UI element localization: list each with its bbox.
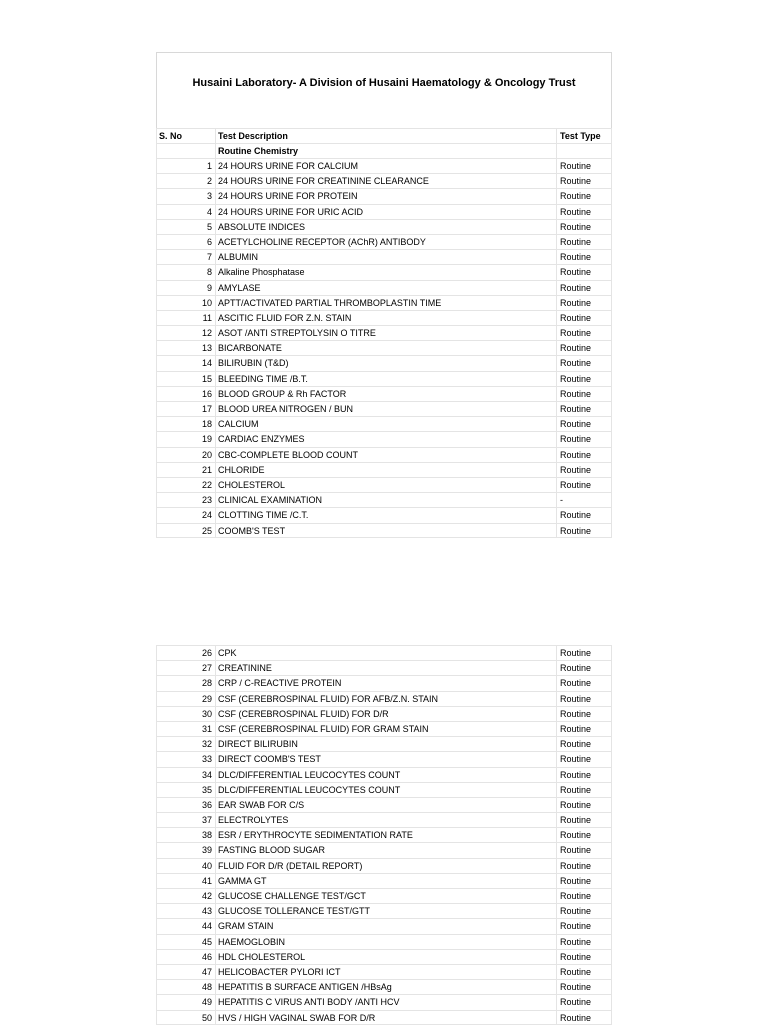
table-row bbox=[156, 1010, 612, 1025]
sno-cell: 50 bbox=[156, 1011, 215, 1024]
sno-cell: 13 bbox=[156, 341, 215, 355]
rows-page-2 bbox=[156, 645, 612, 1025]
sno-cell: 43 bbox=[156, 904, 215, 918]
type-cell: Routine bbox=[556, 387, 612, 401]
type-cell: Routine bbox=[556, 768, 612, 782]
table-row bbox=[156, 827, 612, 842]
type-cell: Routine bbox=[556, 692, 612, 706]
sno-cell: 14 bbox=[156, 356, 215, 370]
type-cell: Routine bbox=[556, 508, 612, 522]
sno-cell: 30 bbox=[156, 707, 215, 721]
description-cell: BLOOD GROUP & Rh FACTOR bbox=[215, 387, 556, 401]
type-cell: Routine bbox=[556, 326, 612, 340]
table-row bbox=[156, 964, 612, 979]
description-cell: ASOT /ANTI STREPTOLYSIN O TITRE bbox=[215, 326, 556, 340]
section-label: Routine Chemistry bbox=[215, 144, 556, 158]
description-cell: 24 HOURS URINE FOR PROTEIN bbox=[215, 189, 556, 203]
type-cell: Routine bbox=[556, 722, 612, 736]
type-cell: Routine bbox=[556, 235, 612, 249]
type-cell: Routine bbox=[556, 417, 612, 431]
sno-cell: 23 bbox=[156, 493, 215, 507]
type-cell: Routine bbox=[556, 296, 612, 310]
type-cell: Routine bbox=[556, 737, 612, 751]
type-cell: Routine bbox=[556, 707, 612, 721]
sno-cell: 9 bbox=[156, 281, 215, 295]
type-cell: Routine bbox=[556, 432, 612, 446]
description-cell: GAMMA GT bbox=[215, 874, 556, 888]
description-cell: BICARBONATE bbox=[215, 341, 556, 355]
table-row bbox=[156, 873, 612, 888]
table-row bbox=[156, 812, 612, 827]
type-cell: Routine bbox=[556, 783, 612, 797]
sno-cell: 34 bbox=[156, 768, 215, 782]
table-row bbox=[156, 918, 612, 933]
description-cell: DLC/DIFFERENTIAL LEUCOCYTES COUNT bbox=[215, 768, 556, 782]
test-table-page-2 bbox=[156, 645, 612, 1025]
description-cell: HAEMOGLOBIN bbox=[215, 935, 556, 949]
type-cell: Routine bbox=[556, 189, 612, 203]
description-cell: APTT/ACTIVATED PARTIAL THROMBOPLASTIN TIME bbox=[215, 296, 556, 310]
type-cell: Routine bbox=[556, 311, 612, 325]
sno-cell: 42 bbox=[156, 889, 215, 903]
description-cell: BLEEDING TIME /B.T. bbox=[215, 372, 556, 386]
description-cell: DLC/DIFFERENTIAL LEUCOCYTES COUNT bbox=[215, 783, 556, 797]
description-cell: CREATININE bbox=[215, 661, 556, 675]
description-cell: ESR / ERYTHROCYTE SEDIMENTATION RATE bbox=[215, 828, 556, 842]
description-cell: CSF (CEREBROSPINAL FLUID) FOR AFB/Z.N. STAIN bbox=[215, 692, 556, 706]
type-cell: Routine bbox=[556, 463, 612, 477]
sno-cell: 36 bbox=[156, 798, 215, 812]
sno-cell: 37 bbox=[156, 813, 215, 827]
description-cell: COOMB'S TEST bbox=[215, 524, 556, 537]
type-cell: Routine bbox=[556, 646, 612, 660]
sno-cell: 12 bbox=[156, 326, 215, 340]
type-cell: Routine bbox=[556, 159, 612, 173]
table-row bbox=[156, 249, 612, 264]
type-cell: Routine bbox=[556, 965, 612, 979]
type-cell: Routine bbox=[556, 524, 612, 537]
table-body-1 bbox=[156, 128, 612, 538]
sno-cell: 32 bbox=[156, 737, 215, 751]
type-cell: Routine bbox=[556, 813, 612, 827]
table-row bbox=[156, 234, 612, 249]
type-cell: Routine bbox=[556, 250, 612, 264]
type-cell: Routine bbox=[556, 828, 612, 842]
type-cell: Routine bbox=[556, 265, 612, 279]
table-row bbox=[156, 934, 612, 949]
type-cell: Routine bbox=[556, 448, 612, 462]
sno-cell: 49 bbox=[156, 995, 215, 1009]
description-cell: CBC-COMPLETE BLOOD COUNT bbox=[215, 448, 556, 462]
sno-cell: 46 bbox=[156, 950, 215, 964]
sno-cell: 38 bbox=[156, 828, 215, 842]
sno-cell: 20 bbox=[156, 448, 215, 462]
description-cell: 24 HOURS URINE FOR CREATININE CLEARANCE bbox=[215, 174, 556, 188]
table-row bbox=[156, 721, 612, 736]
table-row bbox=[156, 431, 612, 446]
description-cell: CALCIUM bbox=[215, 417, 556, 431]
table-row bbox=[156, 797, 612, 812]
sno-cell: 48 bbox=[156, 980, 215, 994]
description-cell: FLUID FOR D/R (DETAIL REPORT) bbox=[215, 859, 556, 873]
type-cell: Routine bbox=[556, 341, 612, 355]
description-cell: CLINICAL EXAMINATION bbox=[215, 493, 556, 507]
table-row bbox=[156, 706, 612, 721]
type-cell: Routine bbox=[556, 281, 612, 295]
description-cell: CHLORIDE bbox=[215, 463, 556, 477]
type-cell: Routine bbox=[556, 1011, 612, 1024]
sno-cell: 16 bbox=[156, 387, 215, 401]
table-row bbox=[156, 158, 612, 173]
table-row bbox=[156, 858, 612, 873]
type-cell: Routine bbox=[556, 995, 612, 1009]
description-cell: 24 HOURS URINE FOR URIC ACID bbox=[215, 205, 556, 219]
description-cell: HVS / HIGH VAGINAL SWAB FOR D/R bbox=[215, 1011, 556, 1024]
document-title: Husaini Laboratory- A Division of Husaini Haematology & Oncology Trust bbox=[156, 52, 612, 113]
spacer-row bbox=[156, 113, 612, 128]
table-row bbox=[156, 645, 612, 660]
table-row bbox=[156, 523, 612, 538]
table-row bbox=[156, 660, 612, 675]
sno-cell: 44 bbox=[156, 919, 215, 933]
sno-cell: 15 bbox=[156, 372, 215, 386]
table-row bbox=[156, 280, 612, 295]
sno-cell: 28 bbox=[156, 676, 215, 690]
type-cell: Routine bbox=[556, 935, 612, 949]
sno-cell: 10 bbox=[156, 296, 215, 310]
sno-cell: 6 bbox=[156, 235, 215, 249]
table-row bbox=[156, 736, 612, 751]
table-row bbox=[156, 173, 612, 188]
table-row bbox=[156, 842, 612, 857]
sno-cell: 47 bbox=[156, 965, 215, 979]
table-row bbox=[156, 477, 612, 492]
description-cell: CSF (CEREBROSPINAL FLUID) FOR D/R bbox=[215, 707, 556, 721]
table-row bbox=[156, 355, 612, 370]
table-row bbox=[156, 386, 612, 401]
type-cell: Routine bbox=[556, 661, 612, 675]
type-header: Test Type bbox=[556, 129, 612, 143]
test-table-page-1 bbox=[156, 52, 612, 538]
type-cell: Routine bbox=[556, 843, 612, 857]
table-row bbox=[156, 751, 612, 766]
type-cell: Routine bbox=[556, 950, 612, 964]
table-row bbox=[156, 949, 612, 964]
sno-cell: 41 bbox=[156, 874, 215, 888]
sno-cell: 35 bbox=[156, 783, 215, 797]
description-cell: CLOTTING TIME /C.T. bbox=[215, 508, 556, 522]
description-cell: CSF (CEREBROSPINAL FLUID) FOR GRAM STAIN bbox=[215, 722, 556, 736]
description-cell: HDL CHOLESTEROL bbox=[215, 950, 556, 964]
description-cell: ACETYLCHOLINE RECEPTOR (AChR) ANTIBODY bbox=[215, 235, 556, 249]
description-cell: GRAM STAIN bbox=[215, 919, 556, 933]
type-cell: Routine bbox=[556, 174, 612, 188]
type-cell: Routine bbox=[556, 220, 612, 234]
table-row bbox=[156, 903, 612, 918]
description-cell: AMYLASE bbox=[215, 281, 556, 295]
type-cell: - bbox=[556, 493, 612, 507]
type-cell: Routine bbox=[556, 980, 612, 994]
table-row bbox=[156, 371, 612, 386]
sno-cell: 1 bbox=[156, 159, 215, 173]
description-cell: HELICOBACTER PYLORI ICT bbox=[215, 965, 556, 979]
table-row bbox=[156, 888, 612, 903]
sno-cell: 8 bbox=[156, 265, 215, 279]
table-row bbox=[156, 507, 612, 522]
type-cell: Routine bbox=[556, 676, 612, 690]
sno-cell: 26 bbox=[156, 646, 215, 660]
sno-cell: 29 bbox=[156, 692, 215, 706]
description-cell: Alkaline Phosphatase bbox=[215, 265, 556, 279]
sno-cell: 27 bbox=[156, 661, 215, 675]
header-row bbox=[156, 128, 612, 143]
description-header: Test Description bbox=[215, 129, 556, 143]
type-cell: Routine bbox=[556, 904, 612, 918]
rows-page-1 bbox=[156, 158, 612, 538]
table-row bbox=[156, 416, 612, 431]
description-cell: HEPATITIS C VIRUS ANTI BODY /ANTI HCV bbox=[215, 995, 556, 1009]
type-cell: Routine bbox=[556, 889, 612, 903]
sno-cell: 22 bbox=[156, 478, 215, 492]
table-row bbox=[156, 691, 612, 706]
sno-cell: 33 bbox=[156, 752, 215, 766]
sno-cell: 11 bbox=[156, 311, 215, 325]
sno-cell: 5 bbox=[156, 220, 215, 234]
type-cell: Routine bbox=[556, 859, 612, 873]
table-row bbox=[156, 675, 612, 690]
description-cell: BILIRUBIN (T&D) bbox=[215, 356, 556, 370]
section-row bbox=[156, 143, 612, 158]
sno-cell: 19 bbox=[156, 432, 215, 446]
description-cell: CRP / C-REACTIVE PROTEIN bbox=[215, 676, 556, 690]
sno-cell: 18 bbox=[156, 417, 215, 431]
sno-cell: 39 bbox=[156, 843, 215, 857]
table-row bbox=[156, 767, 612, 782]
table-row bbox=[156, 188, 612, 203]
type-cell: Routine bbox=[556, 874, 612, 888]
description-cell: 24 HOURS URINE FOR CALCIUM bbox=[215, 159, 556, 173]
description-cell: DIRECT COOMB'S TEST bbox=[215, 752, 556, 766]
sno-cell: 21 bbox=[156, 463, 215, 477]
type-cell: Routine bbox=[556, 798, 612, 812]
description-cell: CARDIAC ENZYMES bbox=[215, 432, 556, 446]
sno-cell: 31 bbox=[156, 722, 215, 736]
sno-cell: 40 bbox=[156, 859, 215, 873]
table-row bbox=[156, 994, 612, 1009]
type-cell: Routine bbox=[556, 919, 612, 933]
description-cell: ABSOLUTE INDICES bbox=[215, 220, 556, 234]
table-row bbox=[156, 219, 612, 234]
table-row bbox=[156, 462, 612, 477]
description-cell: FASTING BLOOD SUGAR bbox=[215, 843, 556, 857]
sno-cell: 7 bbox=[156, 250, 215, 264]
table-row bbox=[156, 310, 612, 325]
sno-cell: 45 bbox=[156, 935, 215, 949]
type-cell: Routine bbox=[556, 372, 612, 386]
sno-cell: 25 bbox=[156, 524, 215, 537]
description-cell: ELECTROLYTES bbox=[215, 813, 556, 827]
sno-header: S. No bbox=[156, 129, 215, 143]
type-cell: Routine bbox=[556, 205, 612, 219]
table-row bbox=[156, 782, 612, 797]
type-cell: Routine bbox=[556, 356, 612, 370]
table-row bbox=[156, 264, 612, 279]
type-cell: Routine bbox=[556, 752, 612, 766]
table-row bbox=[156, 340, 612, 355]
description-cell: ASCITIC FLUID FOR Z.N. STAIN bbox=[215, 311, 556, 325]
table-row bbox=[156, 492, 612, 507]
description-cell: BLOOD UREA NITROGEN / BUN bbox=[215, 402, 556, 416]
sno-cell: 24 bbox=[156, 508, 215, 522]
description-cell: EAR SWAB FOR C/S bbox=[215, 798, 556, 812]
description-cell: CPK bbox=[215, 646, 556, 660]
description-cell: GLUCOSE TOLLERANCE TEST/GTT bbox=[215, 904, 556, 918]
description-cell: HEPATITIS B SURFACE ANTIGEN /HBsAg bbox=[215, 980, 556, 994]
description-cell: CHOLESTEROL bbox=[215, 478, 556, 492]
table-row bbox=[156, 295, 612, 310]
sno-cell: 4 bbox=[156, 205, 215, 219]
table-row bbox=[156, 325, 612, 340]
type-cell: Routine bbox=[556, 402, 612, 416]
table-row bbox=[156, 979, 612, 994]
table-row bbox=[156, 447, 612, 462]
description-cell: ALBUMIN bbox=[215, 250, 556, 264]
table-row bbox=[156, 204, 612, 219]
sno-cell: 2 bbox=[156, 174, 215, 188]
sno-cell: 3 bbox=[156, 189, 215, 203]
description-cell: GLUCOSE CHALLENGE TEST/GCT bbox=[215, 889, 556, 903]
type-cell: Routine bbox=[556, 478, 612, 492]
description-cell: DIRECT BILIRUBIN bbox=[215, 737, 556, 751]
table-row bbox=[156, 401, 612, 416]
sno-cell: 17 bbox=[156, 402, 215, 416]
